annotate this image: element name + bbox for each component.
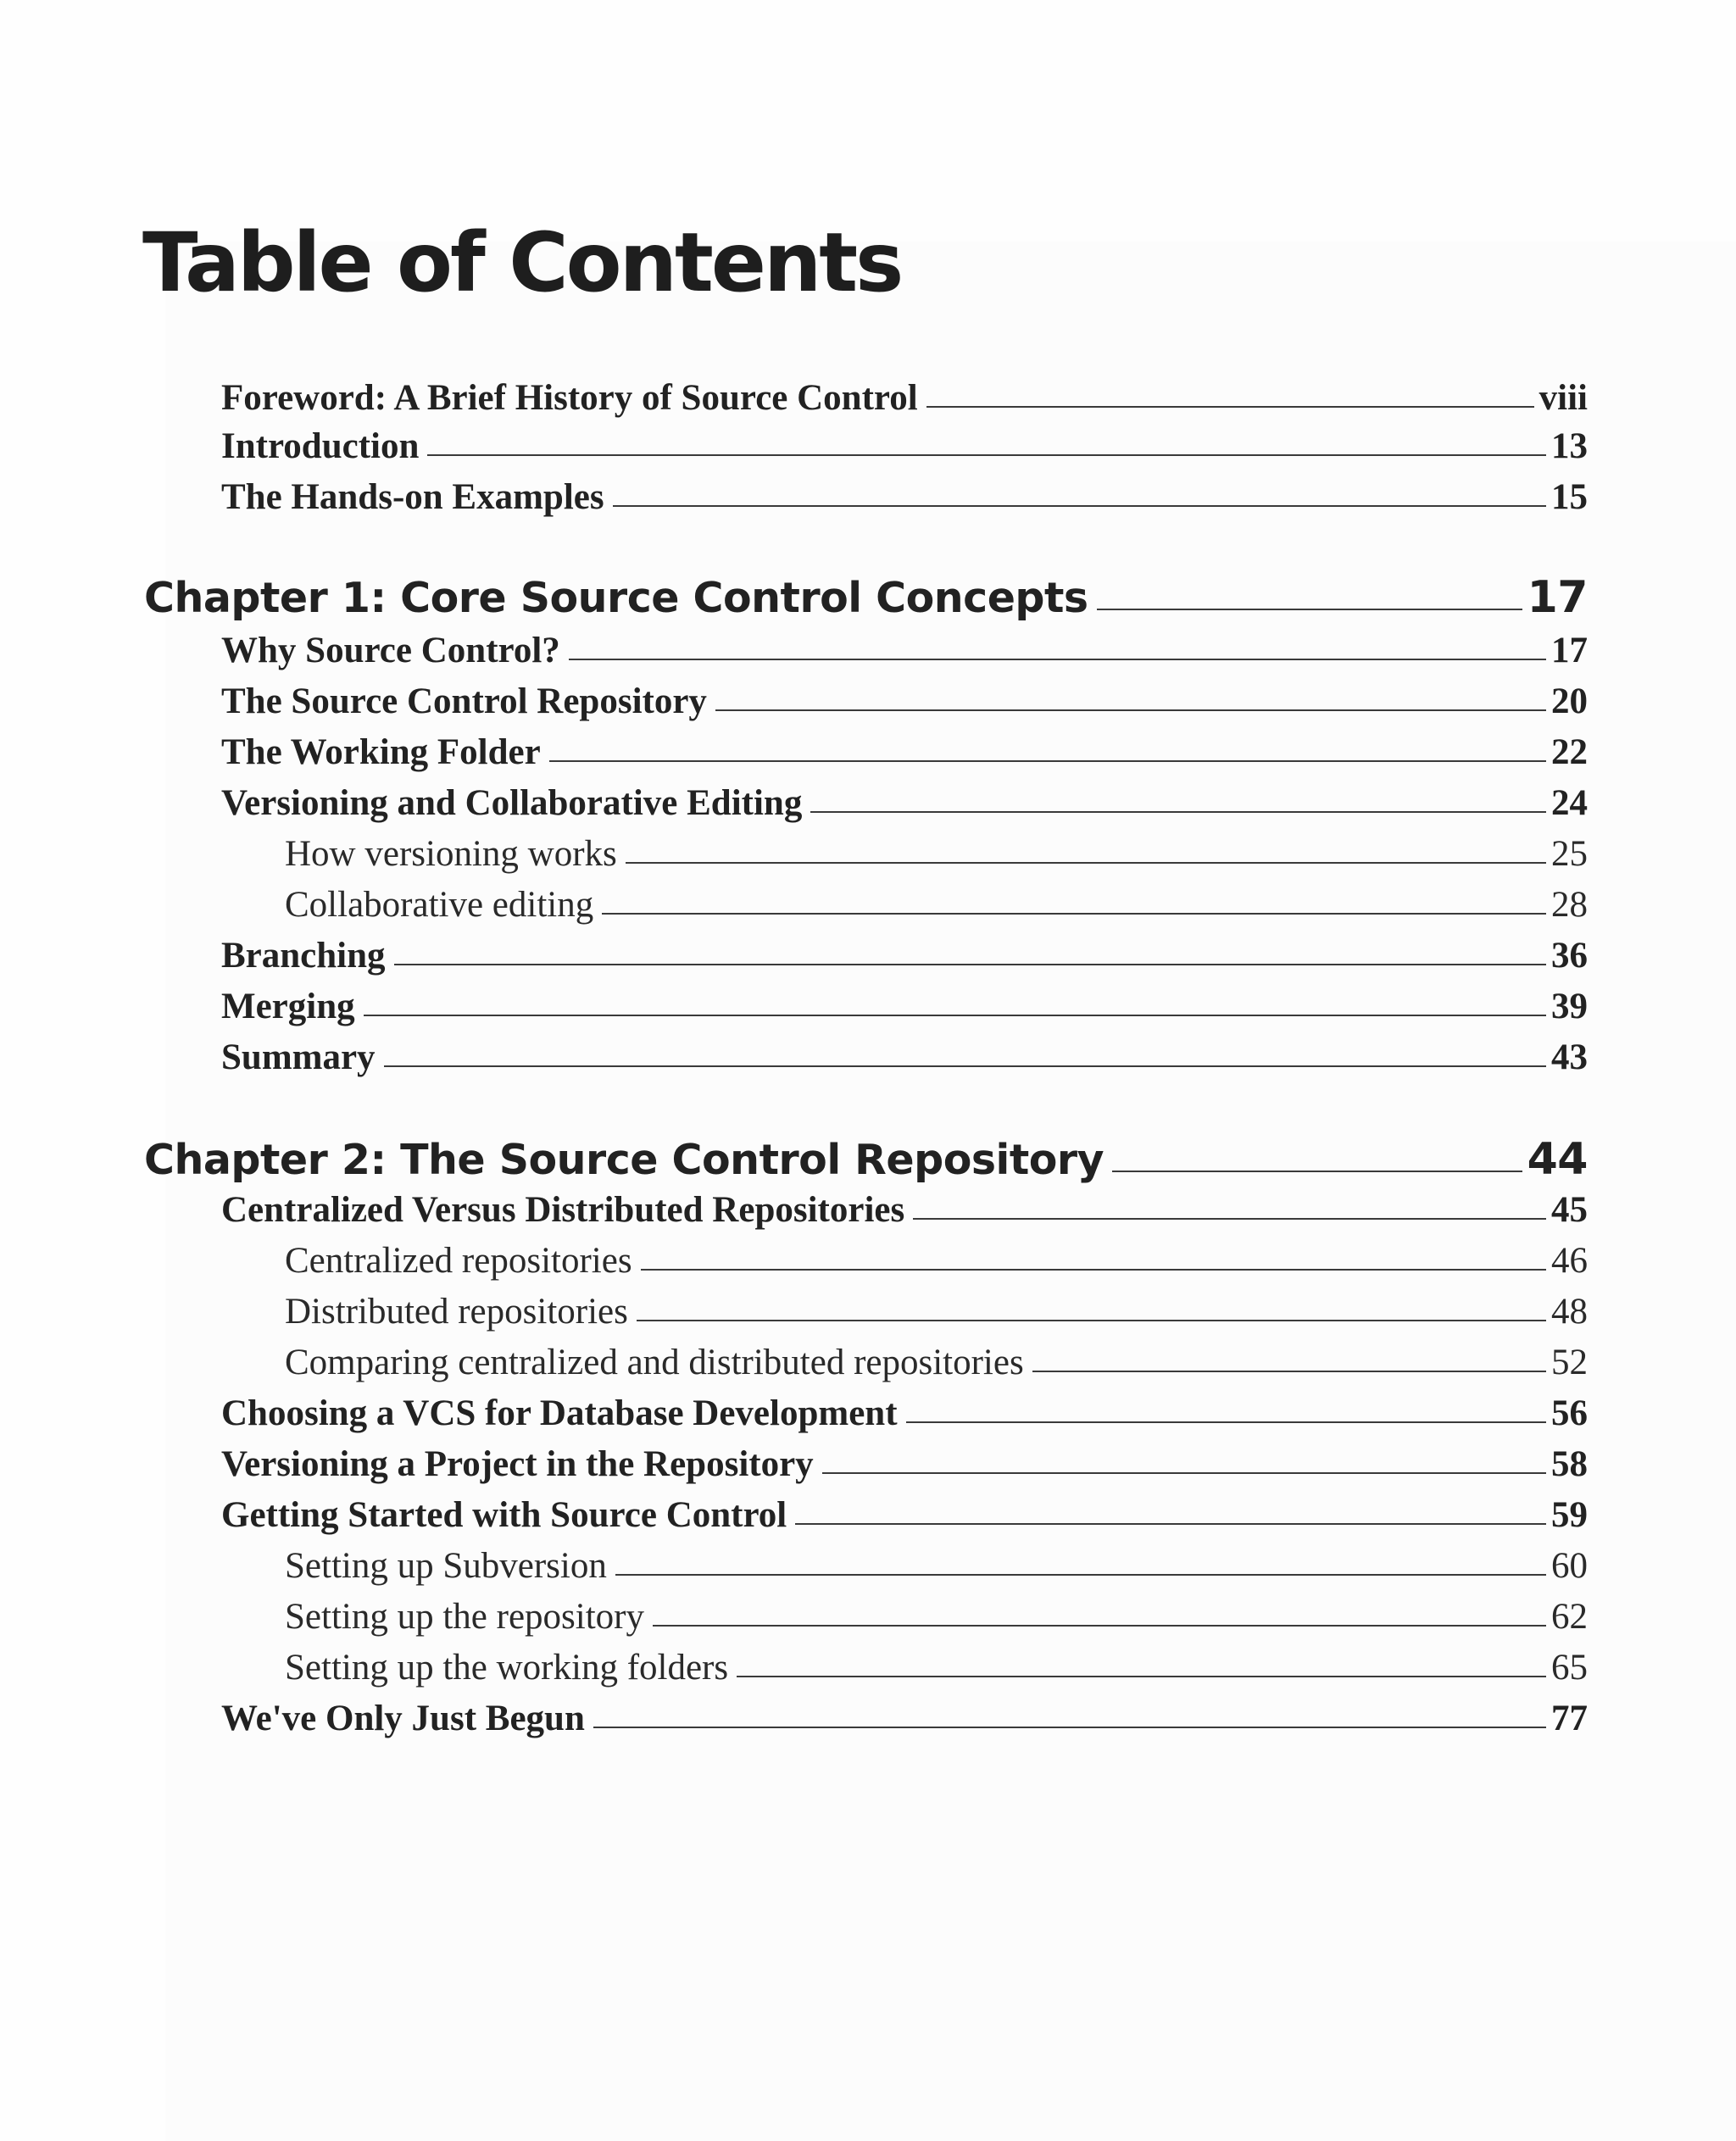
toc-section-row (221, 731, 1588, 774)
toc-page-number: 17 (1527, 572, 1588, 623)
toc-page-number: viii (1538, 378, 1588, 418)
toc-subsection-row (285, 1545, 1588, 1588)
toc-page-number: 56 (1551, 1393, 1588, 1433)
toc-page-number: 15 (1551, 477, 1588, 517)
toc-subsection-row (285, 884, 1588, 926)
toc-entry-label: Setting up Subversion (285, 1546, 607, 1586)
toc-entry-label: Collaborative editing (285, 885, 594, 925)
toc-page-number: 36 (1551, 936, 1588, 976)
toc-section-row (221, 986, 1588, 1028)
toc-leader-line (613, 505, 1546, 507)
toc-entry-label: The Working Folder (221, 732, 541, 772)
toc-leader-line (549, 760, 1546, 762)
toc-leader-line (1097, 609, 1522, 610)
toc-page-number: 58 (1551, 1444, 1588, 1484)
toc-subsection-row (285, 1647, 1588, 1689)
toc-entry-label: Setting up the working folders (285, 1648, 729, 1688)
toc-leader-line (653, 1625, 1546, 1627)
toc-leader-line (810, 811, 1546, 813)
toc-page-number: 77 (1551, 1699, 1588, 1738)
toc-subsection-row (285, 1291, 1588, 1333)
toc-section-row (221, 681, 1588, 723)
toc-entry-label: Distributed repositories (285, 1292, 628, 1332)
toc-section-row (221, 377, 1588, 420)
toc-page-number: 20 (1551, 681, 1588, 721)
toc-entry-label: Chapter 2: The Source Control Repository (144, 1136, 1104, 1184)
toc-page-number: 44 (1527, 1134, 1588, 1185)
toc-leader-line (364, 1015, 1546, 1016)
toc-leader-line (715, 709, 1546, 711)
toc-page-number: 48 (1551, 1292, 1588, 1332)
toc-entry-label: Versioning and Collaborative Editing (221, 783, 803, 823)
toc-entry-label: Foreword: A Brief History of Source Control (221, 378, 918, 418)
toc-leader-line (737, 1676, 1546, 1677)
toc-page-number: 60 (1551, 1546, 1588, 1586)
toc-entry-label: Summary (221, 1037, 376, 1077)
toc-leader-line (615, 1574, 1546, 1576)
toc-leader-line (913, 1218, 1546, 1220)
toc-entry-label: Branching (221, 936, 386, 976)
toc-subsection-row (285, 1596, 1588, 1638)
page-title: Table of Contents (142, 215, 902, 310)
toc-chapter-row (144, 1134, 1588, 1185)
toc-subsection-row (285, 833, 1588, 876)
toc-leader-line (926, 406, 1534, 408)
toc-section-row (221, 782, 1588, 825)
toc-leader-line (593, 1727, 1546, 1728)
toc-section-row (221, 1189, 1588, 1232)
toc-page-number: 59 (1551, 1495, 1588, 1535)
toc-leader-line (641, 1269, 1546, 1271)
toc-section-row (221, 425, 1588, 468)
toc-leader-line (795, 1523, 1546, 1525)
toc-leader-line (1112, 1171, 1522, 1172)
toc-section-row (221, 935, 1588, 977)
toc-page-number: 46 (1551, 1241, 1588, 1281)
toc-section-row (221, 630, 1588, 672)
toc-entry-label: The Source Control Repository (221, 681, 707, 721)
toc-page-number: 62 (1551, 1597, 1588, 1637)
toc-leader-line (602, 913, 1546, 915)
toc-leader-line (394, 964, 1546, 965)
toc-section-row (221, 476, 1588, 519)
toc-chapter-row (144, 572, 1588, 623)
toc-leader-line (427, 454, 1546, 456)
toc-page-number: 25 (1551, 834, 1588, 874)
toc-subsection-row (285, 1342, 1588, 1384)
toc-section-row (221, 1393, 1588, 1435)
toc-entry-label: Merging (221, 987, 355, 1026)
toc-leader-line (1032, 1371, 1546, 1372)
toc-page-number: 13 (1551, 426, 1588, 466)
toc-leader-line (384, 1065, 1546, 1067)
toc-page-number: 43 (1551, 1037, 1588, 1077)
toc-entry-label: Centralized Versus Distributed Repositories (221, 1190, 905, 1230)
toc-entry-label: Versioning a Project in the Repository (221, 1444, 814, 1484)
toc-entry-label: Introduction (221, 426, 420, 466)
toc-entry-label: Choosing a VCS for Database Development (221, 1393, 898, 1433)
toc-entry-label: Comparing centralized and distributed repositories (285, 1343, 1024, 1382)
toc-entry-label: Getting Started with Source Control (221, 1495, 787, 1535)
toc-section-row (221, 1698, 1588, 1740)
toc-leader-line (626, 862, 1546, 864)
toc-entry-label: Why Source Control? (221, 631, 560, 670)
toc-entry-label: Setting up the repository (285, 1597, 644, 1637)
toc-leader-line (906, 1421, 1546, 1423)
toc-entry-label: Centralized repositories (285, 1241, 632, 1281)
toc-page-number: 52 (1551, 1343, 1588, 1382)
toc-section-row (221, 1443, 1588, 1486)
toc-page-number: 45 (1551, 1190, 1588, 1230)
toc-page-number: 28 (1551, 885, 1588, 925)
toc-leader-line (822, 1472, 1546, 1474)
toc-entry-label: Chapter 1: Core Source Control Concepts (144, 574, 1088, 622)
toc-page-number: 24 (1551, 783, 1588, 823)
toc-page-number: 17 (1551, 631, 1588, 670)
toc-leader-line (569, 659, 1546, 660)
toc-page-number: 39 (1551, 987, 1588, 1026)
toc-section-row (221, 1037, 1588, 1079)
toc-entry-label: We've Only Just Begun (221, 1699, 585, 1738)
toc-subsection-row (285, 1240, 1588, 1282)
toc-page-number: 22 (1551, 732, 1588, 772)
toc-entry-label: The Hands-on Examples (221, 477, 604, 517)
toc-page-number: 65 (1551, 1648, 1588, 1688)
toc-entry-label: How versioning works (285, 834, 617, 874)
toc-section-row (221, 1494, 1588, 1537)
toc-leader-line (637, 1320, 1546, 1321)
